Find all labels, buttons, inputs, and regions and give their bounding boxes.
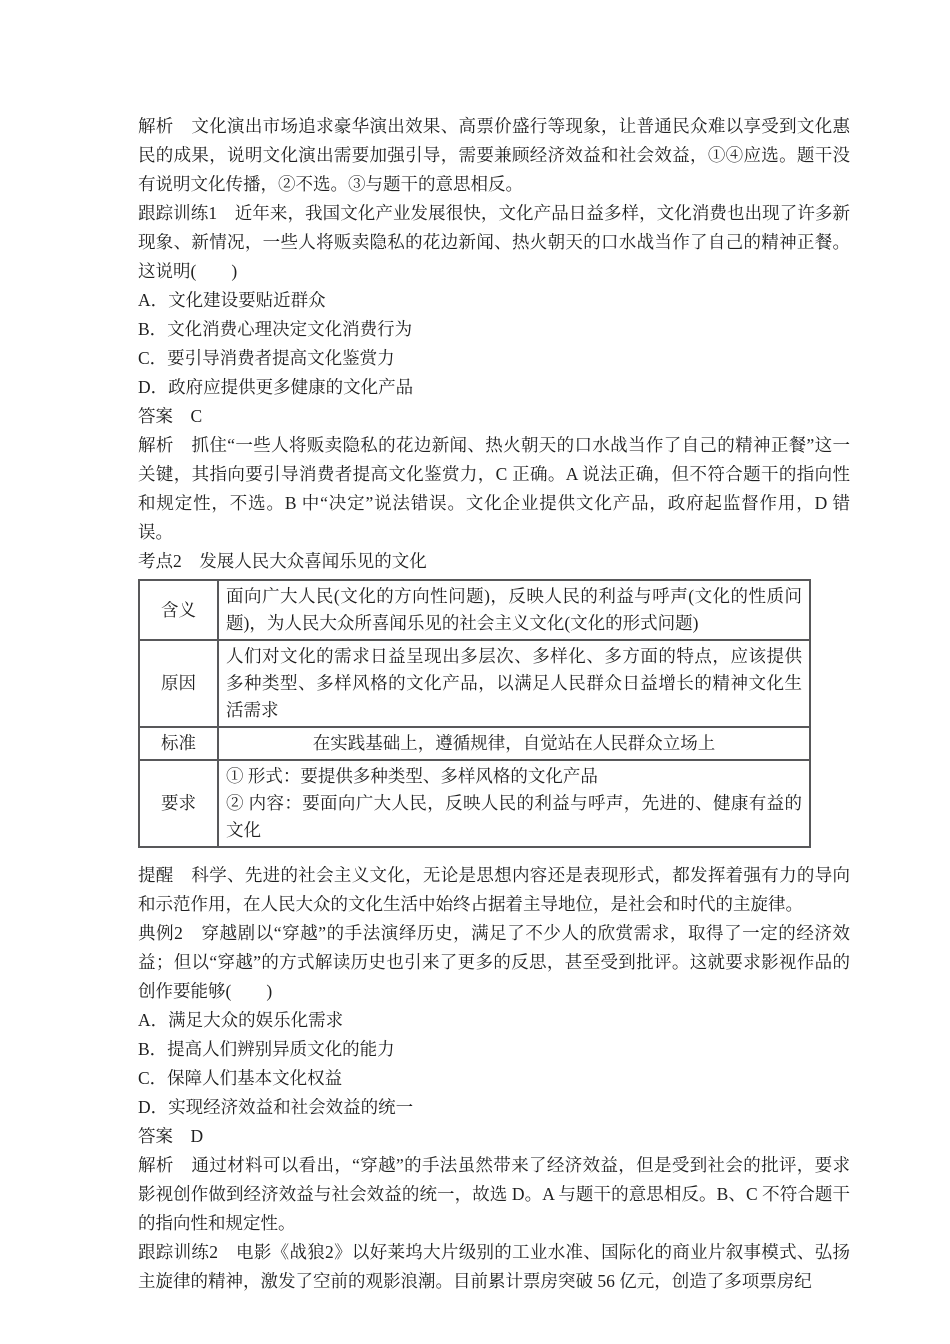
analysis-paragraph-1: 解析 文化演出市场追求豪华演出效果、高票价盛行等现象，让普通民众难以享受到文化惠民的成果，说明文化演出需要加强引导，需要兼顾经济效益和社会效益，①④应选。题干没有说明文化传播，②不选。③与题干的意思相反。 <box>138 116 850 194</box>
exercise1-question: 跟踪训练1 近年来，我国文化产业发展很快，文化产品日益多样，文化消费也出现了许多新现象、新情况，一些人将贩卖隐私的花边新闻、热火朝天的口水战当作了自己的精神正餐。这说明( ) <box>138 203 850 281</box>
exercise2-question: 跟踪训练2 电影《战狼2》以好莱坞大片级别的工业水准、国际化的商业片叙事模式、弘扬主旋律的精神，激发了空前的观影浪潮。目前累计票房突破 56 亿元，创造了多项票房纪 <box>138 1242 850 1291</box>
table-row-content <box>218 760 810 847</box>
table-row-meaning <box>139 580 810 640</box>
exercise1-option-c: C．要引导消费者提高文化鉴赏力 <box>138 348 395 368</box>
table-row-content: 面向广大人民(文化的方向性问题)，反映人民的利益与呼声(文化的性质问题)，为人民大众所喜闻乐见的社会主义文化(文化的形式问题) <box>218 580 810 640</box>
table-row-standard <box>139 727 810 760</box>
example2-answer: 答案 D <box>138 1126 204 1146</box>
exercise1-option-b: B．文化消费心理决定文化消费行为 <box>138 319 413 339</box>
table-row-label: 原因 <box>139 640 218 727</box>
reminder-paragraph: 提醒 科学、先进的社会主义文化，无论是思想内容还是表现形式，都发挥着强有力的导向和示范作用，在人民大众的文化生活中始终占据着主导地位，是社会和时代的主旋律。 <box>138 865 850 914</box>
example2-option-b: B．提高人们辨别异质文化的能力 <box>138 1039 395 1059</box>
table-row-label: 要求 <box>139 760 218 847</box>
table-row-content: 人们对文化的需求日益呈现出多层次、多样化、多方面的特点，应该提供多种类型、多样风格的文化产品，以满足人民群众日益增长的精神文化生活需求 <box>218 640 810 727</box>
page-content <box>138 112 850 1296</box>
exercise1-option-d: D．政府应提供更多健康的文化产品 <box>138 377 414 397</box>
exercise1-answer: 答案 C <box>138 406 203 426</box>
topic2-heading: 考点2 发展人民大众喜闻乐见的文化 <box>138 551 427 571</box>
table-row-requirement <box>139 760 810 847</box>
exercise1-option-a: A．文化建设要贴近群众 <box>138 290 326 310</box>
table-row-label: 含义 <box>139 580 218 640</box>
table-row-content: 在实践基础上，遵循规律，自觉站在人民群众立场上 <box>218 727 810 760</box>
example2-option-a: A．满足大众的娱乐化需求 <box>138 1010 344 1030</box>
table-row-label: 标准 <box>139 727 218 760</box>
example2-option-c: C．保障人们基本文化权益 <box>138 1068 343 1088</box>
table-row-reason <box>139 640 810 727</box>
example2-analysis: 解析 通过材料可以看出，“穿越”的手法虽然带来了经济效益，但是受到社会的批评，要求影视创作做到经济效益与社会效益的统一，故选 D。A 与题干的意思相反。B、C 不符合题干的指向性和规定性。 <box>138 1155 850 1233</box>
example2-option-d: D．实现经济效益和社会效益的统一 <box>138 1097 414 1117</box>
requirement-content-line: ② 内容：要面向广大人民，反映人民的利益与呼声，先进的、健康有益的文化 <box>226 793 802 840</box>
requirement-form-line: ① 形式：要提供多种类型、多样风格的文化产品 <box>226 766 598 786</box>
topic2-table <box>138 579 811 848</box>
exercise1-analysis: 解析 抓住“一些人将贩卖隐私的花边新闻、热火朝天的口水战当作了自己的精神正餐”这一关键，其指向要引导消费者提高文化鉴赏力，C 正确。A 说法正确，但不符合题干的指向性和规定性，不选。B 中“决定”说法错误。文化企业提供文化产品，政府起监督作用，D 错误。 <box>138 435 850 542</box>
example2-question: 典例2 穿越剧以“穿越”的手法演绎历史，满足了不少人的欣赏需求，取得了一定的经济效益；但以“穿越”的方式解读历史也引来了更多的反思，甚至受到批评。这就要求影视作品的创作要能够( ) <box>138 923 850 1001</box>
